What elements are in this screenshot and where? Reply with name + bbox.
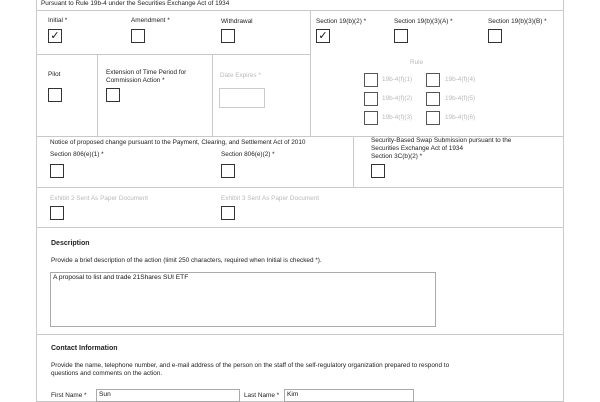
rule-f5-label: 19b-4(f)(5) xyxy=(445,95,476,102)
header-text: Pursuant to Rule 19b-4 under the Securities Exchange Act of 1934 xyxy=(41,0,230,7)
pilot-checkbox[interactable] xyxy=(48,88,62,102)
exhibit3-checkbox[interactable] xyxy=(221,206,235,220)
notice-text: Notice of proposed change pursuant to the Payment, Clearing, and Settlement Act of 2010 xyxy=(50,139,306,146)
first-name-input[interactable]: Sun xyxy=(96,389,240,402)
section-19b3a-checkbox[interactable] xyxy=(394,29,408,43)
rule-f2-label: 19b-4(f)(2) xyxy=(382,95,413,102)
rule-f4-label: 19b-4(f)(4) xyxy=(445,76,476,83)
section-3cb2-label: Section 3C(b)(2) * xyxy=(371,153,423,160)
exhibit3-label: Exhibit 3 Sent As Paper Document xyxy=(221,195,320,202)
rule-f6-label: 19b-4(f)(6) xyxy=(445,114,476,121)
divider xyxy=(36,10,563,11)
withdrawal-checkbox[interactable] xyxy=(221,29,235,43)
initial-checkbox[interactable]: ✓ xyxy=(48,29,62,43)
date-expires-input[interactable] xyxy=(219,88,265,108)
amendment-checkbox[interactable] xyxy=(131,29,145,43)
section-806e2-checkbox[interactable] xyxy=(221,164,235,178)
rule-f5-checkbox[interactable] xyxy=(426,92,440,106)
extension-checkbox[interactable] xyxy=(106,88,120,102)
section-19b3a-label: Section 19(b)(3)(A) * xyxy=(394,18,453,25)
initial-label: Initial * xyxy=(48,17,68,24)
section-806e1-label: Section 806(e)(1) * xyxy=(50,151,104,158)
divider xyxy=(97,54,98,136)
section-19b3b-label: Section 19(b)(3)(B) * xyxy=(488,18,547,25)
rule-f1-label: 19b-4(f)(1) xyxy=(382,76,413,83)
rule-f3-label: 19b-4(f)(3) xyxy=(382,114,413,121)
section-3cb2-checkbox[interactable] xyxy=(371,164,385,178)
section-19b2-checkbox[interactable]: ✓ xyxy=(316,29,330,43)
divider xyxy=(36,54,310,55)
contact-title: Contact Information xyxy=(51,345,118,352)
section-806e1-checkbox[interactable] xyxy=(50,164,64,178)
swap-text: Security-Based Swap Submission pursuant to the Securities Exchange Act of 1934 xyxy=(371,137,512,152)
divider xyxy=(36,334,563,335)
divider xyxy=(310,10,311,136)
amendment-label: Amendment * xyxy=(131,17,170,24)
rule-f3-checkbox[interactable] xyxy=(364,111,378,125)
rule-f6-checkbox[interactable] xyxy=(426,111,440,125)
first-name-label: First Name * xyxy=(51,392,87,399)
description-title: Description xyxy=(51,240,90,247)
withdrawal-label: Withdrawal xyxy=(221,18,253,25)
description-textarea[interactable]: A proposal to list and trade 21Shares SUI ETF xyxy=(50,272,436,327)
rule-f4-checkbox[interactable] xyxy=(426,73,440,87)
exhibit2-label: Exhibit 2 Sent As Paper Document xyxy=(50,195,149,202)
contact-instructions: Provide the name, telephone number, and e-mail address of the person on the staff of the self-regulatory organization prepared to respond to questions and comments on the action. xyxy=(51,362,450,377)
divider xyxy=(353,136,354,187)
section-806e2-label: Section 806(e)(2) * xyxy=(221,151,275,158)
rule-f2-checkbox[interactable] xyxy=(364,92,378,106)
divider xyxy=(36,187,563,188)
last-name-input[interactable]: Kim xyxy=(284,389,414,402)
section-19b2-label: Section 19(b)(2) * xyxy=(316,18,367,25)
extension-label: Extension of Time Period for Commission Action * xyxy=(106,69,187,84)
section-19b3b-checkbox[interactable] xyxy=(488,29,502,43)
rule-label: Rule xyxy=(410,59,424,66)
pilot-label: Pilot xyxy=(48,71,61,78)
divider xyxy=(212,54,213,136)
rule-f1-checkbox[interactable] xyxy=(364,73,378,87)
divider xyxy=(36,227,563,228)
description-instructions: Provide a brief description of the action (limit 250 characters, required when Initial is checked *). xyxy=(51,257,322,264)
last-name-label: Last Name * xyxy=(244,392,280,399)
date-expires-label: Date Expires * xyxy=(220,72,261,79)
exhibit2-checkbox[interactable] xyxy=(50,206,64,220)
